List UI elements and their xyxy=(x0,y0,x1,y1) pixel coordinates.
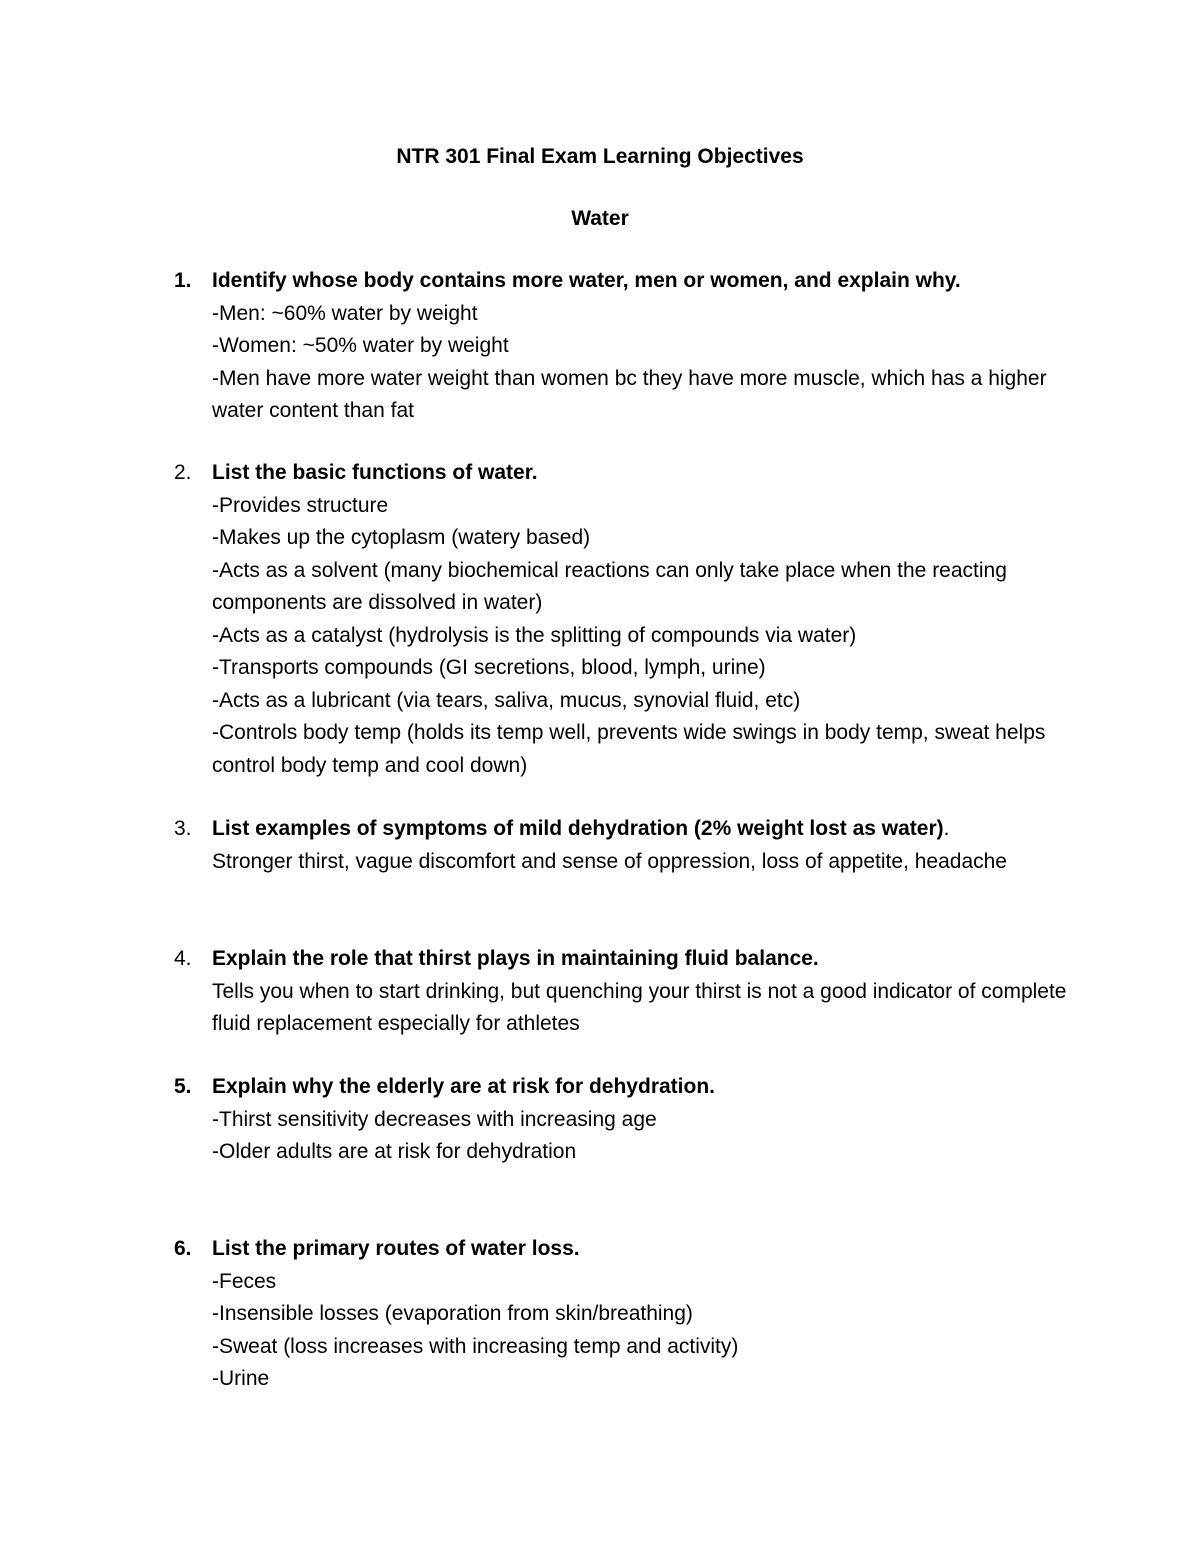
answer-line: Stronger thirst, vague discomfort and sense of oppression, loss of appetite, headache xyxy=(212,849,1007,873)
answer-line: -Acts as a lubricant (via tears, saliva, mucus, synovial fluid, etc) xyxy=(212,688,801,712)
answer-line: -Controls body temp (holds its temp well, prevents wide swings in body temp, sweat helps control body temp and cool down) xyxy=(212,721,1046,777)
answer-line: -Acts as a solvent (many biochemical reactions can only take place when the reacting components are dissolved in water) xyxy=(212,558,1007,614)
objective-2 xyxy=(174,457,1074,782)
objective-question: List examples of symptoms of mild dehydration (2% weight lost as water) xyxy=(212,817,944,840)
objective-number: 5. xyxy=(174,1075,192,1098)
objective-number: 4. xyxy=(174,947,192,970)
answer-line: -Provides structure xyxy=(212,493,389,517)
objective-number: 2. xyxy=(174,461,192,484)
answer-line: -Urine xyxy=(212,1367,270,1390)
objective-question: List the primary routes of water loss. xyxy=(212,1237,580,1260)
answer-line: -Men have more water weight than women bc they have more muscle, which has a higher water content than fat xyxy=(212,366,1047,422)
objective-6 xyxy=(174,1233,1074,1396)
objective-3 xyxy=(174,813,1074,878)
objective-question: Identify whose body contains more water, men or women, and explain why. xyxy=(212,269,961,292)
objective-number: 6. xyxy=(174,1237,192,1260)
objective-number: 1. xyxy=(174,269,192,292)
answer-line: -Thirst sensitivity decreases with increasing age xyxy=(212,1107,657,1131)
objective-question-tail: . xyxy=(943,817,950,840)
answer-line: -Feces xyxy=(212,1269,277,1293)
answer-line: -Insensible losses (evaporation from skin/breathing) xyxy=(212,1302,693,1325)
answer-line: -Sweat (loss increases with increasing temp and activity) xyxy=(212,1334,739,1358)
objective-question: Explain the role that thirst plays in maintaining fluid balance. xyxy=(212,947,819,970)
section-title: Water xyxy=(571,207,629,230)
objective-number: 3. xyxy=(174,817,192,840)
objective-question: List the basic functions of water. xyxy=(212,461,538,484)
answer-line: -Older adults are at risk for dehydration xyxy=(212,1140,577,1163)
objective-1 xyxy=(174,265,1074,428)
objective-5 xyxy=(174,1071,1074,1169)
answer-line: Tells you when to start drinking, but quenching your thirst is not a good indicator of complete fluid replacement especially for athletes xyxy=(212,979,1067,1035)
document-title: NTR 301 Final Exam Learning Objectives xyxy=(396,145,804,168)
answer-line: -Makes up the cytoplasm (watery based) xyxy=(212,526,591,549)
answer-line: -Transports compounds (GI secretions, blood, lymph, urine) xyxy=(212,656,766,679)
answer-line: -Men: ~60% water by weight xyxy=(212,301,478,325)
objective-question: Explain why the elderly are at risk for dehydration. xyxy=(212,1075,715,1098)
answer-line: -Acts as a catalyst (hydrolysis is the splitting of compounds via water) xyxy=(212,623,857,647)
answer-line: -Women: ~50% water by weight xyxy=(212,334,509,357)
objective-4 xyxy=(174,943,1074,1041)
